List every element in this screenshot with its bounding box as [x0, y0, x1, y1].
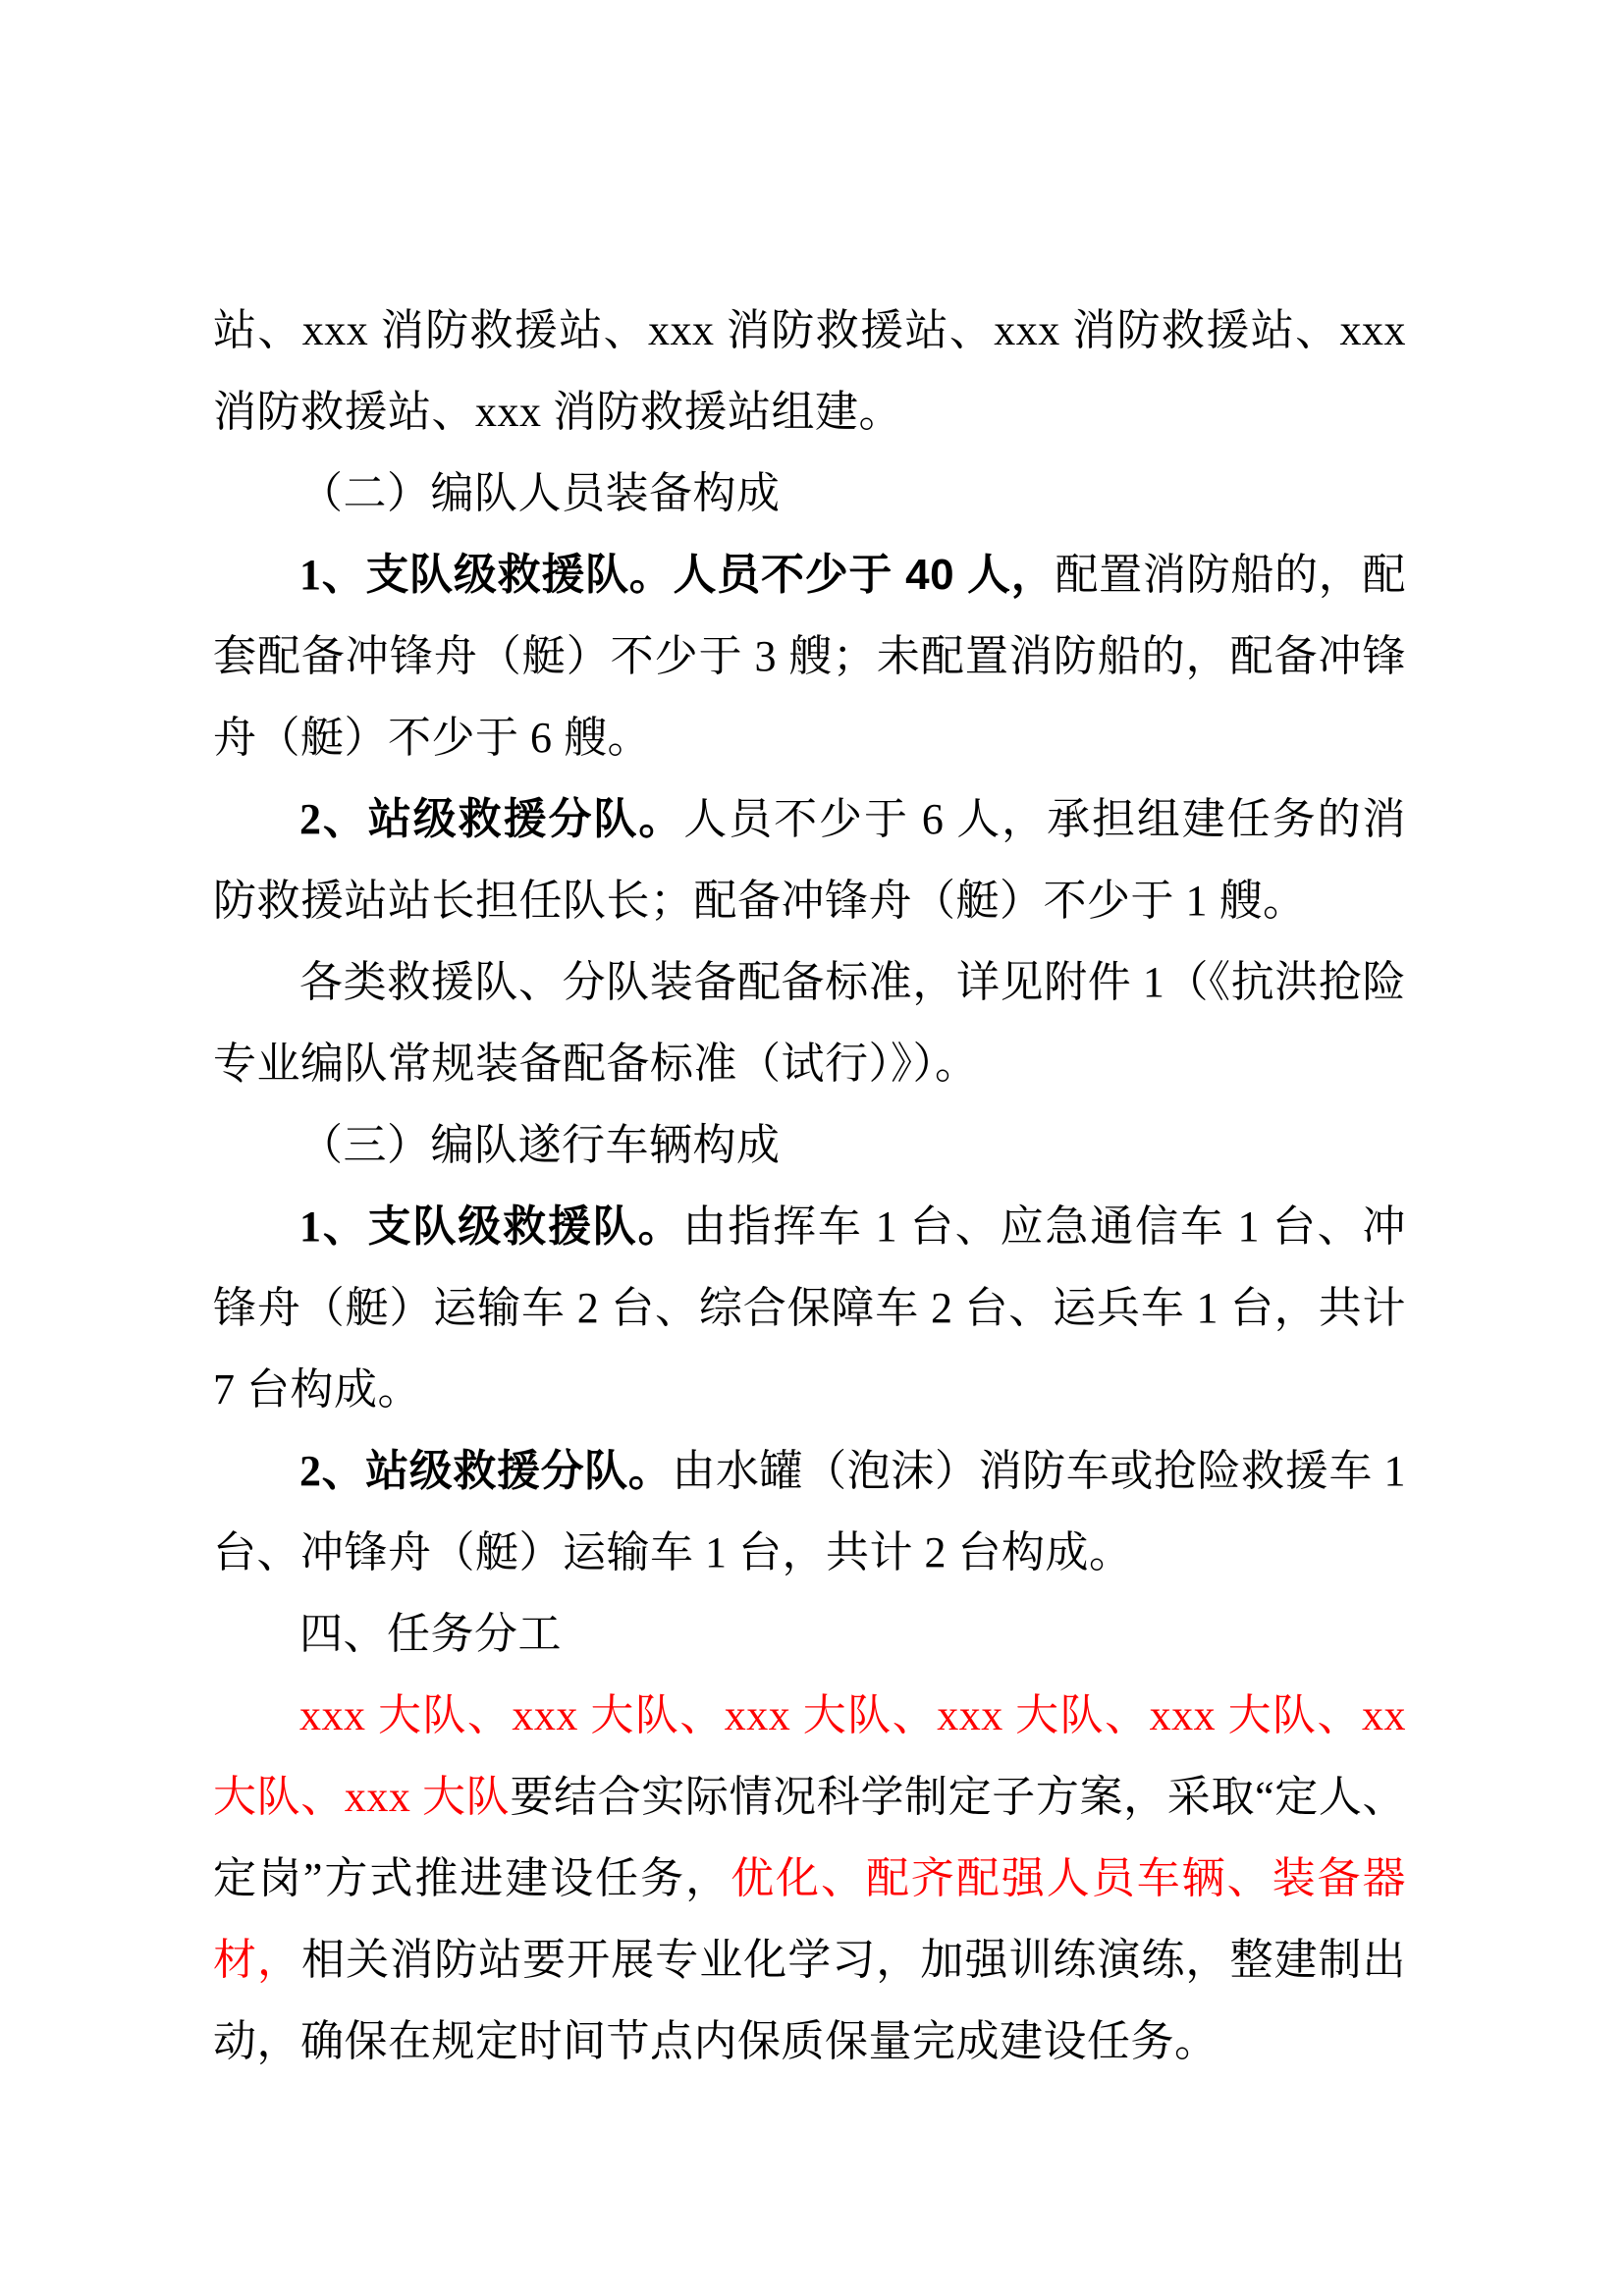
text-run: 1、 — [299, 551, 366, 599]
text-run: 站、xxx 消防救援站、xxx 消防救援站、xxx 消防救援站、xxx 消防救援站、xxx 消防救援站组建。 — [213, 306, 1406, 436]
paragraph — [213, 453, 1406, 534]
paragraph — [213, 1186, 1406, 1430]
text-run: 四、任务分工 — [299, 1610, 562, 1658]
text-run: （二）编队人员装备构成 — [299, 469, 781, 517]
paragraph — [213, 1675, 1406, 2082]
red-text-run: xxx 大队、xxx 大队、xxx 大队、xxx 大队、xxx 大队、xx 大队、xxx 大队 — [213, 1691, 1406, 1821]
text-run: （三）编队遂行车辆构成 — [299, 1121, 781, 1169]
text-run: 支队级救援队。人员不少于 40 人， — [365, 551, 1056, 599]
paragraph — [213, 290, 1406, 453]
text-run: 2、 — [299, 1447, 366, 1495]
text-run: 由水罐（泡沫）消防车或抢险救援车 1 台、冲锋舟（艇）运输车 1 台，共计 2 台构成。 — [213, 1447, 1407, 1576]
text-run: 1、 — [299, 1202, 368, 1251]
text-run: 支队级救援队。 — [367, 1202, 683, 1251]
paragraph — [213, 941, 1406, 1104]
text-run: 2、 — [299, 795, 368, 843]
document-body — [213, 290, 1406, 2082]
paragraph — [213, 778, 1406, 941]
text-run: 由指挥车 1 台、应急通信车 1 台、冲锋舟（艇）运输车 2 台、综合保障车 2 台、运兵车 1 台，共计 7 台构成。 — [213, 1202, 1407, 1414]
text-run: 各类救援队、分队装备配备标准，详见附件 1（《抗洪抢险专业编队常规装备配备标准（试行）》）。 — [213, 958, 1406, 1088]
red-text-run: 优化、配齐配强人员车辆、装备器材， — [213, 1854, 1407, 1984]
paragraph — [213, 1593, 1406, 1675]
paragraph — [213, 1430, 1406, 1593]
text-run: 相关消防站要开展专业化学习，加强训练演练，整建制出动，确保在规定时间节点内保质保量完成建设任务。 — [213, 1936, 1407, 2065]
paragraph — [213, 534, 1406, 778]
text-run: 要结合实际情况科学制定子方案，采取“定人、定岗”方式推进建设任务， — [213, 1773, 1407, 1902]
paragraph — [213, 1104, 1406, 1186]
text-run: 配置消防船的，配套配备冲锋舟（艇）不少于 3 艘；未配置消防船的，配备冲锋舟（艇）不少于 6 艘。 — [213, 551, 1407, 762]
text-run: 人员不少于 6 人，承担组建任务的消防救援站站长担任队长；配备冲锋舟（艇）不少于 1 艘。 — [213, 795, 1407, 925]
text-run: 站级救援分队。 — [367, 795, 684, 843]
text-run: 站级救援分队。 — [365, 1447, 673, 1495]
